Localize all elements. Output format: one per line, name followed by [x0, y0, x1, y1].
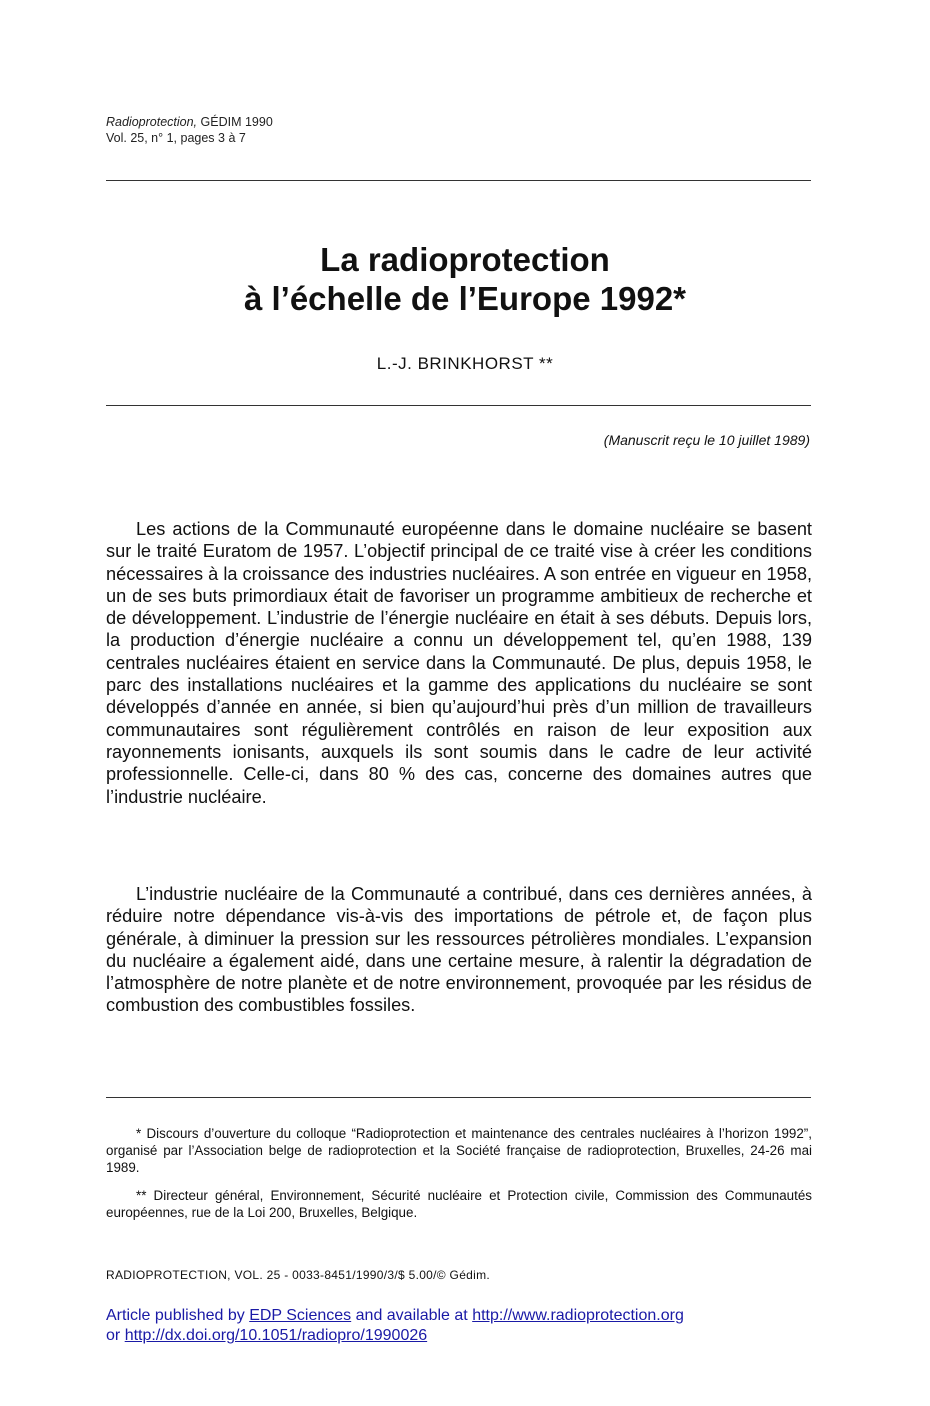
received-date: (Manuscrit reçu le 10 juillet 1989)	[603, 432, 810, 448]
author-rule	[106, 405, 811, 406]
volume-line: Vol. 25, n° 1, pages 3 à 7	[106, 131, 246, 145]
publication-middle: and available at	[355, 1307, 468, 1324]
footnote-2: ** Directeur général, Environnement, Sécurité nucléaire et Protection civile, Commission des Communautés européennes, rue de la Loi 200, Bruxelles, Belgique.	[106, 1188, 812, 1220]
publication-prefix: Article published by	[106, 1307, 245, 1324]
body-paragraph-1: Les actions de la Communauté européenne dans le domaine nucléaire se basent sur le traité Euratom de 1957. L’objectif principal de ce traité vise à créer les conditions nécessaires à la croissance des industries nucléaires. A son entrée en vigueur en 1958, un de ses buts primordiaux était de favoriser un programme ambitieux de recherche et de développement. L’industrie de l’énergie nucléaire en était à ses débuts. Depuis lors, la production d’énergie nucléaire a connu un développement tel, qu’en 1988, 139 centrales nucléaires étaient en service dans la Communauté. De plus, depuis 1958, le parc des installations nucléaires et la gamme des applications du nucléaire se sont développés d’année en année, si bien qu’aujourd’hui près d’un million de travailleurs communautaires sont régulièrement contrôlés en raison de leur exposition aux rayonnements ionisants, auxquels ils sont soumis dans le cadre de leur activité professionnelle. Celle-ci, dans 80 % des cas, concerne des domaines autres que l’industrie nucléaire.	[106, 519, 812, 807]
publication-line-1	[106, 1306, 684, 1326]
site-link[interactable]: http://www.radioprotection.org	[472, 1307, 684, 1324]
publisher-year: GÉDIM 1990	[200, 115, 273, 129]
footnote-1: * Discours d’ouverture du colloque “Radioprotection et maintenance des centrales nucléaires à l’horizon 1992”, organisé par l’Association belge de radioprotection et la Société française de radioprotection, Bruxelles, 24-26 mai 1989.	[106, 1126, 812, 1175]
body-paragraph-2: L’industrie nucléaire de la Communauté a contribué, dans ces dernières années, à réduire notre dépendance vis-à-vis des importations de pétrole et, de façon plus générale, à diminuer la pression sur les ressources pétrolières mondiales. L’expansion du nucléaire a également aidé, dans une certaine mesure, à ralentir la dégradation de l’atmosphère de notre planète et de notre environnement, provoquée par les résidus de combustion des combustibles fossiles.	[106, 884, 812, 1016]
citation-line: RADIOPROTECTION, VOL. 25 - 0033-8451/1990/3/$ 5.00/© Gédim.	[106, 1268, 491, 1282]
publication-or: or	[106, 1327, 121, 1344]
journal-line	[106, 114, 273, 130]
publisher-link[interactable]: EDP Sciences	[249, 1307, 352, 1324]
publication-notice	[106, 1306, 684, 1346]
title-line-2: à l’échelle de l’Europe 1992*	[243, 280, 687, 317]
journal-name: Radioprotection,	[106, 115, 198, 129]
journal-header	[106, 114, 273, 146]
doi-link[interactable]: http://dx.doi.org/10.1051/radiopro/1990026	[124, 1327, 428, 1344]
header-rule	[106, 180, 811, 181]
title-line-1: La radioprotection	[320, 241, 610, 278]
footnote-rule	[106, 1097, 811, 1098]
publication-line-2	[106, 1326, 684, 1346]
author: L.-J. BRINKHORST **	[376, 354, 554, 373]
